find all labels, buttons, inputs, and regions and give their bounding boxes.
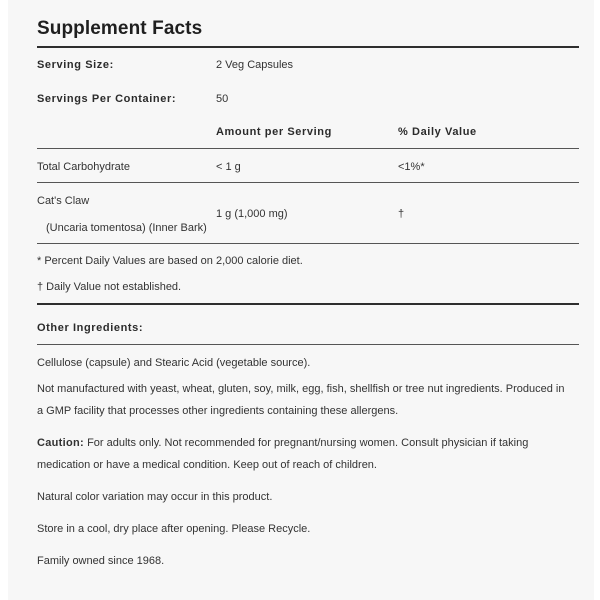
other-ingredients-text: Cellulose (capsule) and Stearic Acid (vegetable source). (37, 357, 311, 369)
nutrient-subname: (Uncaria tomentosa) (Inner Bark) (46, 222, 207, 234)
caution-line-1 (37, 437, 528, 449)
header-divider (37, 148, 579, 149)
other-ingredients-divider (37, 344, 579, 345)
serving-size-value: 2 Veg Capsules (216, 59, 294, 71)
allergen-line-1: Not manufactured with yeast, wheat, gluten, soy, milk, egg, fish, shellfish or tree nut ingredients. Produced in (37, 383, 565, 395)
panel-title: Supplement Facts (37, 18, 203, 39)
nutrient-name: Total Carbohydrate (37, 161, 130, 173)
nutrient-daily-value: <1%* (398, 161, 425, 173)
row-divider (37, 243, 579, 244)
servings-per-container-value: 50 (216, 93, 229, 105)
caution-text: For adults only. Not recommended for pregnant/nursing women. Consult physician if taking (84, 437, 529, 449)
row-divider (37, 182, 579, 183)
storage-note: Store in a cool, dry place after opening. Please Recycle. (37, 523, 311, 535)
section-divider (37, 303, 579, 305)
nutrient-name: Cat's Claw (37, 195, 90, 207)
caution-line-2: medication or have a medical condition. Keep out of reach of children. (37, 459, 377, 471)
footnote-not-established: † Daily Value not established. (37, 281, 182, 293)
nutrient-daily-value: † (398, 208, 405, 220)
servings-per-container-label: Servings Per Container: (37, 93, 177, 105)
nutrient-amount: 1 g (1,000 mg) (216, 208, 288, 220)
nutrient-amount: < 1 g (216, 161, 241, 173)
caution-label: Caution: (37, 437, 85, 449)
supplement-facts-panel (8, 0, 594, 600)
amount-column-header: Amount per Serving (216, 126, 332, 138)
color-variation-note: Natural color variation may occur in this product. (37, 491, 273, 503)
family-owned-note: Family owned since 1968. (37, 555, 165, 567)
footnote-daily-values: * Percent Daily Values are based on 2,000 calorie diet. (37, 255, 303, 267)
other-ingredients-label: Other Ingredients: (37, 322, 144, 334)
serving-size-label: Serving Size: (37, 59, 114, 71)
allergen-line-2: a GMP facility that processes other ingredients containing these allergens. (37, 405, 399, 417)
title-divider (37, 46, 579, 48)
daily-value-column-header: % Daily Value (398, 126, 477, 138)
